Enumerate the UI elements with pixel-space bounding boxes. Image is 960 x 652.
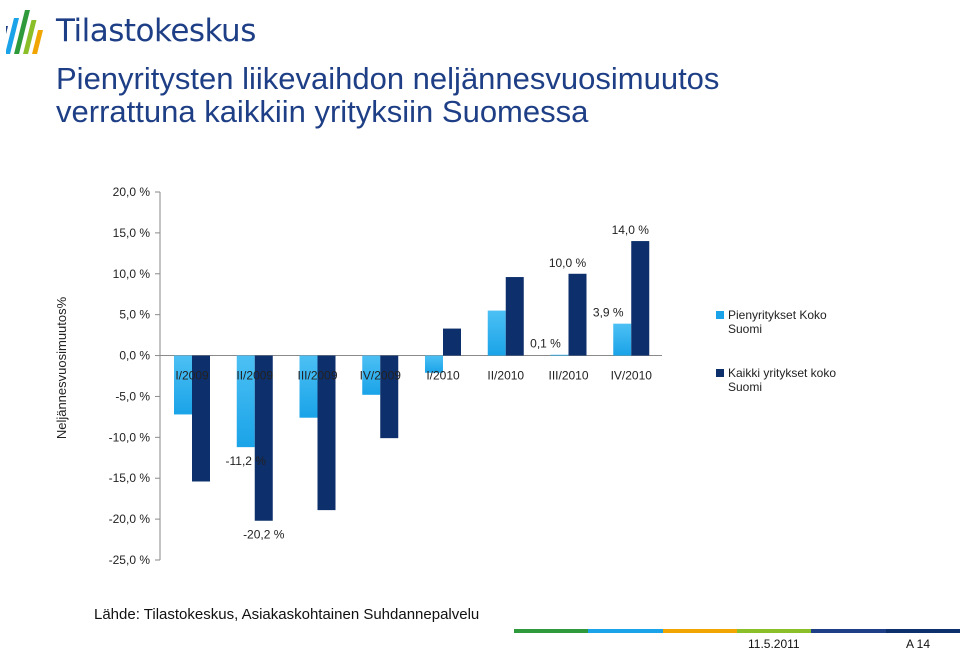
footer-stripe-segment <box>663 629 737 633</box>
title-line-1: Pienyritysten liikevaihdon neljännesvuosimuutos <box>56 61 720 96</box>
footer-stripe-segment <box>811 629 885 633</box>
bar-pienyritykset <box>174 356 192 415</box>
y-tick-label: -5,0 % <box>115 389 150 404</box>
data-label: 0,1 % <box>530 336 561 351</box>
bar-kaikki <box>569 274 587 356</box>
data-label: -11,2 % <box>225 454 266 469</box>
bar-pienyritykset <box>613 324 631 356</box>
y-tick-label: 20,0 % <box>112 185 150 199</box>
bar-kaikki <box>506 277 524 356</box>
x-tick-label: III/2009 <box>297 368 338 383</box>
legend-label: Kaikki yritykset koko Suomi <box>728 366 837 394</box>
bar-chart <box>0 170 960 600</box>
title-line-2: verrattuna kaikkiin yrityksiin Suomessa <box>56 94 589 129</box>
footer-date: 11.5.2011 <box>748 637 800 651</box>
footer-stripe-segment <box>514 629 588 633</box>
y-tick-label: 10,0 % <box>112 266 150 281</box>
brand-logo <box>6 4 256 58</box>
footer-stripe-segment <box>588 629 662 633</box>
y-tick-label: 0,0 % <box>119 348 150 363</box>
y-tick-label: -10,0 % <box>108 430 150 445</box>
data-label: -20,2 % <box>243 527 285 542</box>
legend-swatch <box>716 369 724 377</box>
x-tick-label: III/2010 <box>548 368 589 383</box>
y-tick-label: -20,0 % <box>108 512 150 527</box>
brand-name: Tilastokeskus <box>56 13 256 49</box>
bar-kaikki <box>443 329 461 356</box>
data-label: 3,9 % <box>592 305 624 320</box>
y-tick-label: 15,0 % <box>112 225 150 240</box>
legend-label: Pienyritykset Koko Suomi <box>728 308 827 336</box>
bar-pienyritykset <box>300 356 318 418</box>
page-title <box>56 62 916 128</box>
footer-stripe <box>514 629 960 633</box>
source-note: Lähde: Tilastokeskus, Asiakaskohtainen Suhdannepalvelu <box>94 606 480 623</box>
legend-swatch <box>716 311 724 319</box>
bar-pienyritykset <box>488 311 506 356</box>
data-label: 10,0 % <box>548 255 587 270</box>
footer-stripe-segment <box>886 629 960 633</box>
y-tick-label: -25,0 % <box>108 553 150 567</box>
footer-stripe-segment <box>737 629 811 633</box>
x-tick-label: I/2009 <box>175 368 209 383</box>
bar-kaikki <box>631 241 649 355</box>
x-tick-label: I/2010 <box>426 368 460 383</box>
data-label: 14,0 % <box>611 223 649 238</box>
y-tick-label: 5,0 % <box>119 307 150 322</box>
y-tick-label: -15,0 % <box>108 471 150 486</box>
footer-page-number: A 14 <box>906 637 931 651</box>
y-axis-title: Neljännesvuosimuutos% <box>54 296 69 440</box>
x-tick-label: IV/2010 <box>610 368 652 383</box>
x-tick-label: II/2009 <box>236 368 274 383</box>
bar-pienyritykset <box>551 355 569 356</box>
logo-bars-icon <box>6 6 50 56</box>
x-tick-label: IV/2009 <box>359 368 401 383</box>
x-tick-label: II/2010 <box>487 368 525 383</box>
